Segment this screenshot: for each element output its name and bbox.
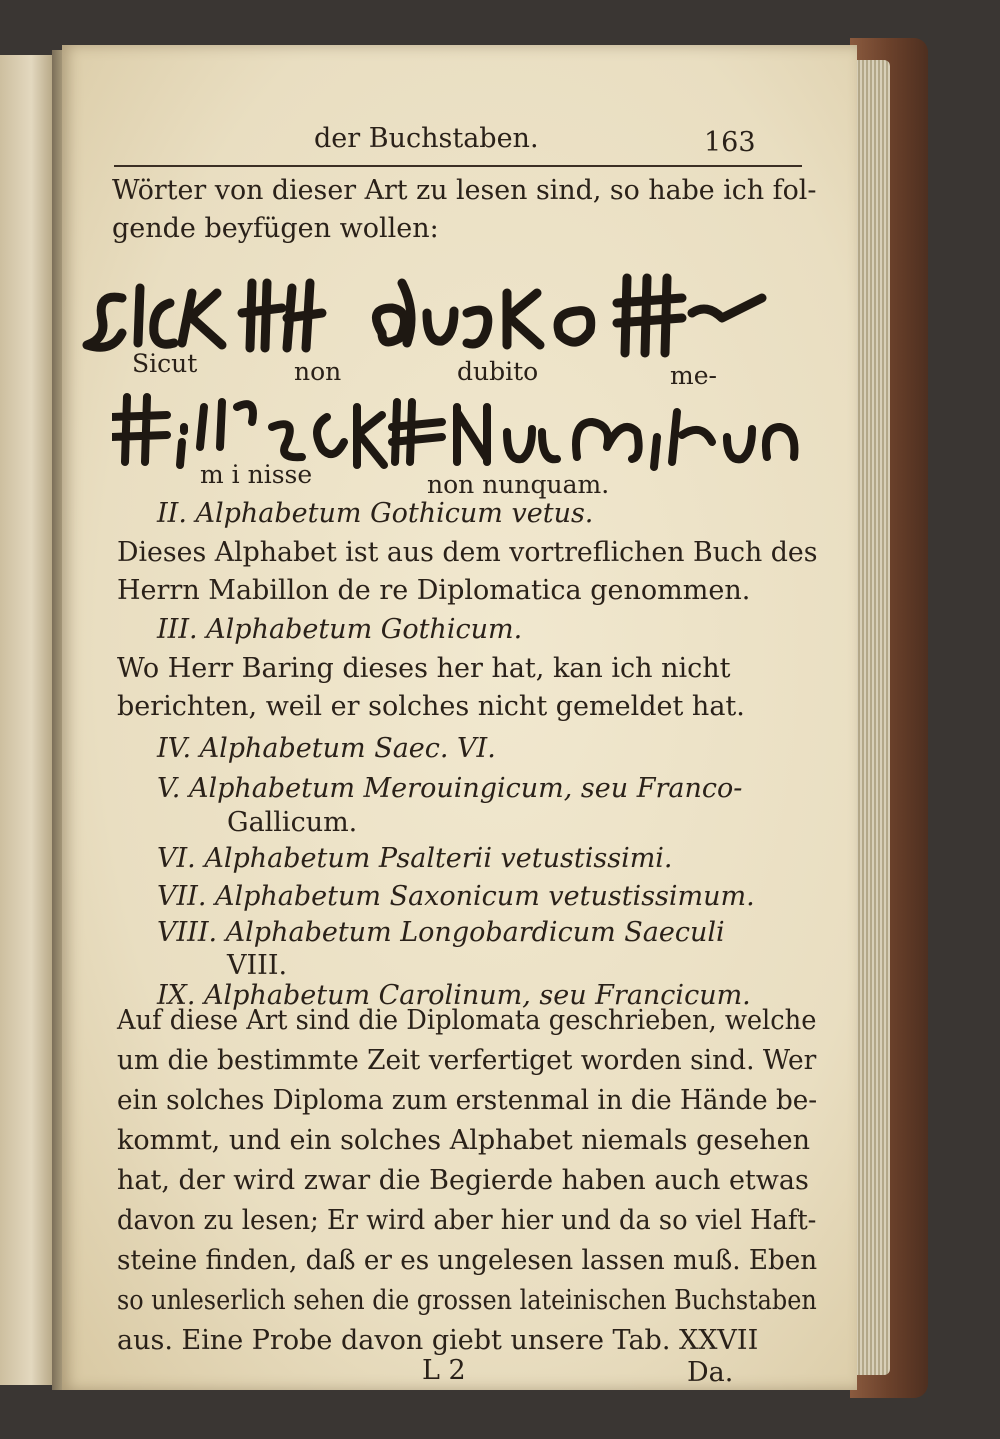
entry-v-cont: Gallicum.	[227, 807, 358, 838]
entry-v: V. Alphabetum Merouingicum, seu Franco-	[157, 773, 743, 804]
catchword: Da.	[687, 1357, 734, 1388]
paragraph-line-5: hat, der wird zwar die Begierde haben auch etwas	[117, 1165, 809, 1196]
book-page	[62, 45, 857, 1390]
entry-ii-desc-1: Dieses Alphabet ist aus dem vortreflichen Buch des	[117, 537, 818, 568]
paragraph-line-8: so unleserlich sehen die grossen lateinischen Buchstaben	[117, 1285, 817, 1316]
paragraph-line-1: Auf diese Art sind die Diplomata geschrieben, welche	[117, 1005, 817, 1036]
running-title: der Buchstaben.	[314, 123, 539, 154]
entry-viii: VIII. Alphabetum Longobardicum Saeculi	[157, 917, 725, 948]
gloss-non-nunquam: non nunquam.	[427, 470, 610, 499]
entry-vi: VI. Alphabetum Psalterii vetustissimi.	[157, 843, 673, 874]
facing-page-edge	[0, 55, 54, 1385]
script-specimen-row-1	[82, 263, 802, 363]
entry-ii-desc-2: Herrn Mabillon de re Diplomatica genommen.	[117, 575, 751, 606]
gloss-sicut: Sicut	[132, 349, 198, 378]
entry-ix: IX. Alphabetum Carolinum, seu Francicum.	[157, 980, 751, 1011]
page-number: 163	[704, 127, 756, 158]
paragraph-line-9: aus. Eine Probe davon giebt unsere Tab. XXVII	[117, 1325, 759, 1356]
signature-mark: L 2	[422, 1355, 466, 1386]
entry-iii-desc-1: Wo Herr Baring dieses her hat, kan ich nicht	[117, 653, 731, 684]
entry-iii-desc-2: berichten, weil er solches nicht gemeldet hat.	[117, 691, 745, 722]
gloss-dubito: dubito	[457, 357, 539, 386]
paragraph-line-6: davon zu lesen; Er wird aber hier und da so viel Haft-	[117, 1205, 817, 1236]
header-rule	[114, 165, 802, 167]
paragraph-line-3: ein solches Diploma zum erstenmal in die Hände be-	[117, 1085, 818, 1116]
gloss-minisse: m i nisse	[200, 460, 313, 489]
paragraph-line-4: kommt, und ein solches Alphabet niemals gesehen	[117, 1125, 810, 1156]
entry-vii: VII. Alphabetum Saxonicum vetustissimum.	[157, 881, 755, 912]
paragraph-line-7: steine finden, daß er es ungelesen lassen muß. Eben	[117, 1245, 818, 1276]
paragraph-line-2: um die bestimmte Zeit verfertiget worden sind. Wer	[117, 1045, 817, 1076]
entry-viii-cont: VIII.	[227, 950, 288, 981]
entry-iv: IV. Alphabetum Saec. VI.	[157, 733, 496, 764]
entry-ii: II. Alphabetum Gothicum vetus.	[157, 498, 594, 529]
entry-iii: III. Alphabetum Gothicum.	[157, 614, 523, 645]
intro-line-1: Wörter von dieser Art zu lesen sind, so habe ich fol-	[112, 175, 817, 206]
gloss-me: me-	[670, 361, 717, 390]
gloss-non: non	[294, 357, 342, 386]
intro-line-2: gende beyfügen wollen:	[112, 213, 439, 244]
